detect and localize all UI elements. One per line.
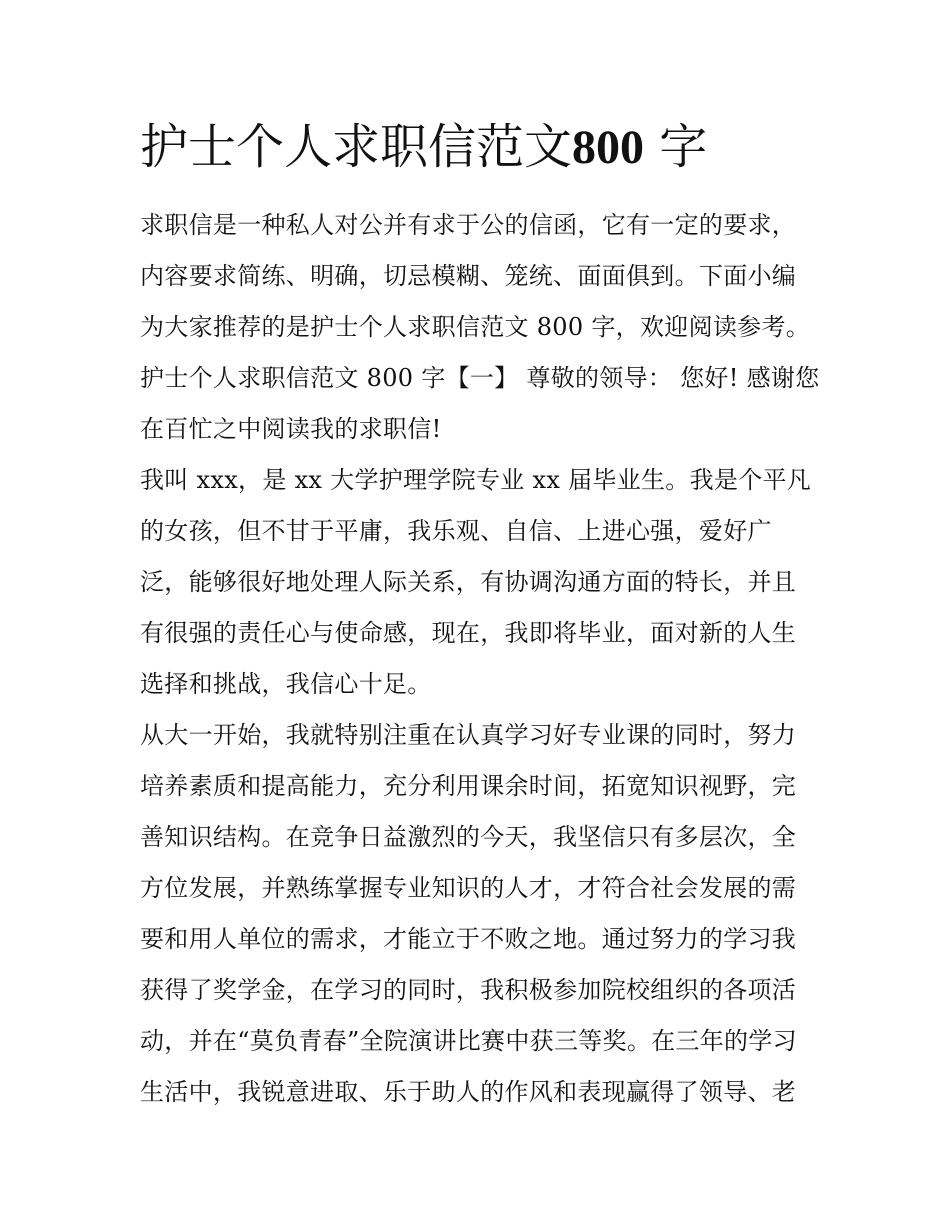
text-line: 求职信是一种私人对公并有求于公的信函，它有一定的要求， <box>140 211 797 239</box>
text-line: 内容要求简练、明确，切忌模糊、笼统、面面俱到。下面小编 <box>140 262 797 290</box>
text-line: 从大一开始，我就特别注重在认真学习好专业课的同时，努力 <box>140 721 797 749</box>
text-line: 为大家推荐的是护士个人求职信范文 800 字，欢迎阅读参考。 <box>140 313 811 341</box>
text-line: 的女孩，但不甘于平庸，我乐观、自信、上进心强，爱好广 <box>140 517 772 545</box>
text-line: 护士个人求职信范文 800 字【一】 尊敬的领导： 您好! 感谢您 <box>140 364 820 392</box>
text-line: 善知识结构。在竞争日益激烈的今天，我坚信只有多层次，全 <box>140 823 797 851</box>
title-prefix: 护士个人求职信范文 <box>140 119 573 175</box>
title-suffix: 字 <box>659 119 708 175</box>
title-number: 800 <box>572 121 645 174</box>
text-line: 在百忙之中阅读我的求职信! <box>140 415 442 443</box>
document-title <box>140 117 707 178</box>
text-line: 有很强的责任心与使命感，现在，我即将毕业，面对新的人生 <box>140 619 797 647</box>
text-line: 生活中，我锐意进取、乐于助人的作风和表现赢得了领导、老 <box>140 1078 797 1106</box>
text-line: 要和用人单位的需求，才能立于不败之地。通过努力的学习我 <box>140 925 797 953</box>
document-body <box>140 200 820 1118</box>
text-line: 方位发展，并熟练掌握专业知识的人才，才符合社会发展的需 <box>140 874 797 902</box>
text-line: 我叫 xxx，是 xx 大学护理学院专业 xx 届毕业生。我是个平凡 <box>140 466 812 494</box>
text-line: 选择和挑战，我信心十足。 <box>140 670 432 698</box>
text-line: 培养素质和提高能力，充分利用课余时间，拓宽知识视野，完 <box>140 772 797 800</box>
text-line: 动，并在“莫负青春”全院演讲比赛中获三等奖。在三年的学习 <box>140 1027 797 1055</box>
text-line: 获得了奖学金，在学习的同时，我积极参加院校组织的各项活 <box>140 976 797 1004</box>
text-line: 泛，能够很好地处理人际关系，有协调沟通方面的特长，并且 <box>140 568 797 596</box>
